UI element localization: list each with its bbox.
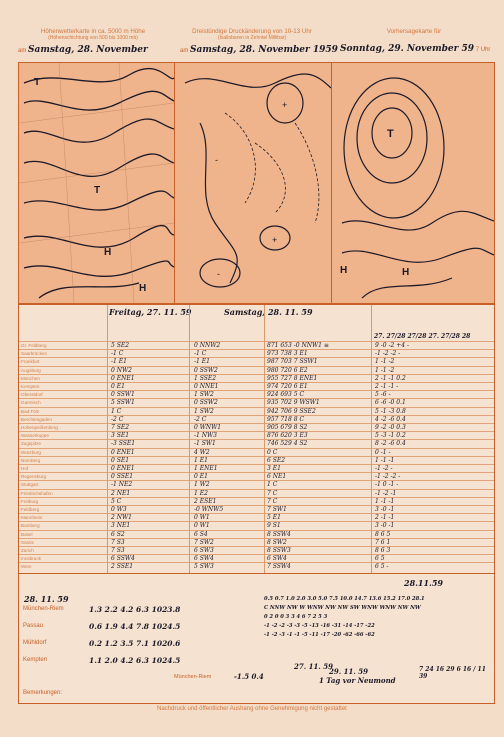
row-cell-sat: 1 ENE1	[194, 465, 218, 472]
row-station-label: Nürnberg	[21, 457, 41, 463]
row-cell-sat: 1 SSE2	[194, 374, 217, 382]
map3-label-h2: H	[402, 267, 410, 278]
row-cell-forecast: 1 -1 -1	[375, 497, 395, 505]
row-cell-obs: 987 703 7 SSW1	[267, 358, 318, 366]
row-station-label: Bamberg	[21, 523, 40, 529]
row-station-label: Feldberg	[21, 507, 40, 512]
row-cell-forecast: 6 -6 -0 0.1	[375, 399, 406, 407]
row-cell-obs: 6 SW4	[267, 555, 287, 563]
bottom-row-label: München-Riem	[23, 606, 64, 612]
row-cell-obs: 935 702 9 WSW1	[267, 399, 320, 407]
row-cell-obs: 8 SSW4	[267, 530, 291, 538]
row-station-label: Augsburg	[21, 367, 41, 373]
row-cell-sat: 1 SW2	[194, 407, 214, 415]
row-cell-fri: -1 E1	[111, 358, 127, 366]
row-cell-sat: -0 WNW5	[194, 506, 224, 513]
row-cell-forecast: 8 6 3	[375, 547, 391, 554]
forecast-columns: 27. 27/28 27/28 27. 27/28 28	[374, 333, 471, 340]
row-cell-fri: 2 NE1	[111, 489, 131, 497]
row-station-label: Oberstdorf	[21, 392, 43, 398]
row-cell-obs: 8 SW2	[267, 538, 287, 546]
row-station-label: Zugspitze	[21, 441, 41, 447]
row-cell-forecast: 5 -1 -3 0.8	[375, 407, 406, 415]
row-cell-sat: 0 E1	[194, 473, 208, 481]
map3-label-h1: H	[340, 265, 348, 276]
row-cell-obs: 871 653 -0 NNW1 ≡	[267, 342, 329, 349]
row-cell-forecast: -1 -2 -1	[375, 489, 397, 497]
moon-text: 1 Tag vor Neumond	[319, 676, 396, 685]
row-cell-forecast: 6 5 -	[375, 563, 389, 571]
row-cell-sat: -2 C	[194, 415, 207, 423]
row-cell-forecast: 3 -0 -1	[375, 506, 395, 513]
bottom-row-values: 1.3 2.2 4.2 6.3 1023.8	[89, 605, 181, 614]
row-station-label: Zürich	[21, 548, 34, 553]
row-cell-sat: 2 ESE1	[194, 497, 217, 505]
map1-label-t2: T	[94, 185, 101, 196]
row-cell-forecast: -1 -2 -	[375, 465, 393, 472]
row-cell-fri: 0 SE1	[111, 456, 130, 464]
munich-date: 27. 11. 59	[294, 662, 333, 671]
row-cell-sat: 0 W1	[194, 514, 210, 522]
map2-label-plus2: +	[272, 235, 278, 245]
row-cell-obs: 980 720 6 E2	[267, 366, 308, 374]
row-cell-obs: 6 NE1	[267, 473, 287, 481]
row-cell-obs: 876 620 3 E3	[267, 432, 308, 440]
wind-profile-row: 0.5 0.7 1.0 2.0 3.0 5.0 7.5 10.0 14.7 13.6 15.2 17.0 28.1	[264, 596, 425, 602]
row-cell-fri: 5 SSW1	[111, 399, 135, 407]
row-cell-sat: 6 SW3	[194, 547, 214, 554]
row-cell-forecast: 2 -1 -1	[375, 514, 395, 522]
row-cell-forecast: 6 5	[375, 555, 385, 563]
map3-contours	[332, 63, 494, 303]
wind-profile-row: C NNW NW W WNW NW NW SW WNW WNW NW NW	[264, 605, 421, 611]
bottom-row-label: Kempten	[23, 657, 48, 663]
row-cell-sat: -1 SW1	[194, 440, 216, 448]
row-cell-forecast: 5 -6 -	[375, 391, 391, 399]
row-cell-forecast: 1 -1 -2	[375, 366, 395, 374]
row-cell-forecast: 0 -1 -	[375, 448, 391, 456]
row-cell-obs: 1 C	[267, 481, 278, 489]
row-cell-fri: 0 ENE1	[111, 374, 135, 382]
row-cell-fri: 0 E1	[111, 383, 125, 390]
row-cell-sat: 7 SW2	[194, 538, 214, 546]
observation-table	[18, 304, 495, 704]
left-date: Freitag, 27. 11. 59	[109, 307, 192, 317]
row-cell-forecast: 3 -0 -1	[375, 522, 395, 530]
map2-label-minus1: -	[215, 155, 218, 165]
row-station-label: Kempten	[21, 384, 40, 389]
row-cell-forecast: 8 6 5	[375, 530, 391, 538]
row-cell-fri: 6 SSW4	[111, 555, 135, 563]
table-row	[19, 562, 494, 571]
row-cell-fri: 0 SSW1	[111, 391, 135, 399]
row-cell-obs: 957 718 8 C	[267, 415, 305, 423]
row-cell-sat: 1 W2	[194, 481, 210, 489]
row-cell-fri: 7 SE2	[111, 424, 130, 431]
map-height-chart	[18, 62, 175, 304]
row-cell-fri: 3 SE1	[111, 432, 130, 440]
row-cell-obs: 8 SSW3	[267, 547, 291, 554]
map1-title: Höhenwetterkarte in ca. 5000 m Höhe	[40, 28, 146, 35]
row-station-label: Freiburg	[21, 498, 39, 504]
map3-title: Vorhersagekarte für	[386, 28, 442, 35]
row-station-label: Gr. Feldberg	[21, 343, 47, 348]
row-cell-forecast: 1 -1 -2	[375, 358, 395, 366]
am-label: am	[18, 48, 27, 54]
bottom-row-values: 0.6 1.9 4.4 7.8 1024.5	[89, 622, 181, 631]
row-cell-obs: 924 693 5 C	[267, 391, 305, 399]
row-cell-obs: 942 706 9 SSE2	[267, 407, 316, 415]
row-station-label: Basel	[21, 531, 33, 537]
row-cell-obs: 973 738 3 E1	[267, 350, 308, 358]
row-station-label: Hohenpeißenberg	[21, 425, 58, 430]
row-cell-fri: 7 S3	[111, 538, 125, 546]
map1-label-t1: T	[34, 77, 41, 88]
row-cell-fri: 0 ENE1	[111, 465, 135, 472]
row-cell-obs: 9 S1	[267, 522, 281, 530]
map1-contours	[19, 63, 174, 303]
row-cell-obs: 7 SSW4	[267, 563, 291, 571]
row-station-label: Berchtesgaden	[21, 416, 52, 422]
map2-title: Dreistündige Druckänderung von 10-13 Uhr	[192, 28, 312, 35]
map1-date: Samstag, 28. November	[28, 45, 148, 55]
map2-label-plus1: +	[282, 100, 288, 110]
row-cell-forecast: -1 -2 -2 -	[375, 473, 401, 481]
row-cell-fri: 3 NE1	[111, 522, 131, 530]
am-label-2: am	[180, 48, 189, 54]
row-cell-fri: 0 ENE1	[111, 448, 135, 456]
row-cell-fri: -2 C	[111, 415, 124, 423]
row-cell-forecast: 2 -1 -1 -	[375, 383, 399, 390]
row-cell-fri: 0 SSE1	[111, 473, 134, 481]
map-forecast	[331, 62, 495, 304]
row-station-label: Innsbruck	[21, 556, 41, 562]
row-cell-forecast: -1 0 -1 -	[375, 481, 399, 489]
row-cell-sat: 6 S4	[194, 530, 208, 538]
row-cell-obs: 0 C	[267, 448, 278, 456]
row-station-label: Hof	[21, 466, 29, 471]
row-cell-obs: 7 SW1	[267, 506, 287, 513]
map3-label-t: T	[387, 128, 394, 140]
row-cell-obs: 746 529 4 S2	[267, 440, 308, 448]
row-station-label: Bad Tölz	[21, 408, 40, 414]
row-cell-fri: -1 C	[111, 350, 124, 358]
row-cell-forecast: -1 -2 -2 -	[375, 350, 401, 358]
row-station-label: Würzburg	[21, 449, 41, 455]
row-cell-forecast: 9 -0 -2 +4 -	[375, 342, 410, 349]
map3-date: Sonntag, 29. November 59	[340, 44, 475, 54]
row-cell-fri: 5 C	[111, 497, 122, 505]
row-cell-sat: 0 SSW2	[194, 366, 218, 374]
row-cell-obs: 974 720 6 E1	[267, 383, 308, 390]
row-cell-fri: 6 S2	[111, 530, 125, 538]
row-cell-sat: -1 C	[194, 350, 207, 358]
row-cell-fri: 0 NW2	[111, 366, 132, 374]
row-cell-sat: 0 W1	[194, 522, 210, 530]
row-cell-sat: 1 SW2	[194, 391, 214, 399]
footer-note: Nachdruck und öffentlicher Aushang ohne Genehmigung nicht gestattet	[157, 706, 347, 712]
bottom-date: 28. 11. 59	[24, 594, 69, 604]
row-cell-forecast: 1 -1 -1	[375, 456, 395, 464]
row-station-label: Wasserkuppe	[21, 433, 49, 439]
row-cell-fri: -1 NE2	[111, 481, 133, 489]
map2-label-minus2: -	[217, 269, 220, 279]
row-cell-forecast: 4 -2 -6 0.4	[375, 415, 406, 423]
row-cell-obs: 7 C	[267, 489, 278, 497]
row-station-label: Stuttgart	[21, 482, 39, 488]
row-cell-sat: 6 SW4	[194, 555, 214, 563]
row-cell-sat: 1 E2	[194, 489, 208, 497]
row-cell-sat: -1 E1	[194, 358, 210, 366]
row-station-label: Frankfurt	[21, 359, 40, 365]
moon-date: 29. 11. 59	[329, 667, 368, 676]
row-cell-forecast: 2 -1 -1 0.2	[375, 374, 406, 382]
row-cell-sat: 0 SSW2	[194, 399, 218, 407]
map2-date: Samstag, 28. November 1959	[190, 45, 338, 55]
row-station-label: Säntis	[21, 539, 34, 545]
row-cell-fri: 5 SE2	[111, 342, 130, 349]
row-station-label: Mannheim	[21, 515, 43, 521]
munich-value: -1.5 0.4	[234, 672, 264, 681]
row-cell-fri: 2 SSE1	[111, 563, 134, 571]
map3-time: 7 Uhr	[475, 47, 491, 53]
wind-profile-row: 0 2 0 0 3 3 4 6 7 2 5 3	[264, 614, 328, 620]
row-station-label: Saarbrücken	[21, 351, 48, 357]
right-bottom-date: 28.11.59	[404, 578, 443, 588]
row-cell-obs: 7 C	[267, 497, 278, 505]
map-pressure-change	[174, 62, 332, 304]
row-cell-sat: -1 NW3	[194, 432, 217, 440]
map1-subtitle: (Höhenschichtung von 500 bis 1000 mb)	[48, 35, 138, 41]
row-cell-obs: 5 E1	[267, 514, 281, 522]
bottom-row-label: Mühldorf	[23, 640, 47, 646]
row-cell-forecast: 8 -2 -6 0.4	[375, 440, 406, 448]
row-cell-forecast: 7 6 1	[375, 538, 391, 546]
row-cell-obs: 905 679 8 S2	[267, 424, 308, 431]
row-cell-obs: 3 E1	[267, 465, 281, 472]
remarks-label: Bemerkungen:	[23, 690, 63, 696]
row-cell-sat: 0 NNW2	[194, 342, 221, 349]
row-cell-sat: 0 NNE1	[194, 383, 219, 390]
sun-times: 7 24 16 29 6 16 / 11 39	[419, 666, 486, 680]
row-cell-fri: 1 C	[111, 407, 122, 415]
map1-label-h2: H	[139, 283, 147, 294]
row-cell-sat: 4 W2	[194, 448, 210, 456]
bottom-row-values: 1.1 2.0 4.2 6.3 1024.5	[89, 656, 181, 665]
row-cell-fri: 0 W3	[111, 506, 127, 513]
row-cell-fri: 7 S3	[111, 547, 125, 554]
row-cell-obs: 6 SE2	[267, 456, 286, 464]
munich-label: München-Riem	[174, 674, 212, 680]
row-cell-obs: 955 727 8 ENE1	[267, 374, 318, 382]
row-station-label: Regensburg	[21, 474, 47, 480]
row-station-label: Garmisch	[21, 400, 41, 406]
row-station-label: Wien	[21, 564, 32, 570]
wind-profile-row: -1 -2 -2 -3 -3 -5 -13 -16 -31 -14 -17 -22	[264, 623, 375, 629]
map1-label-h1: H	[104, 247, 112, 258]
row-cell-fri: 2 NW1	[111, 514, 132, 522]
row-cell-sat: 0 WNW1	[194, 424, 222, 431]
bottom-row-label: Passau	[23, 623, 44, 629]
map2-subtitle: (Isallobaren in Zehntel Millibar)	[217, 35, 287, 41]
row-cell-sat: 1 E1	[194, 456, 208, 464]
row-cell-forecast: 9 -2 -0 0.3	[375, 424, 406, 431]
right-date: Samstag, 28. 11. 59	[224, 307, 313, 317]
bottom-row-values: 0.2 1.2 3.5 7.1 1020.6	[89, 639, 181, 648]
row-station-label: München	[21, 375, 40, 381]
row-cell-fri: -3 SSE1	[111, 440, 136, 448]
map2-contours	[175, 63, 331, 303]
row-station-label: Friedrichshafen	[21, 490, 53, 496]
row-cell-sat: 5 SW3	[194, 563, 214, 571]
wind-profile-row: -1 -2 -3 -1 -1 -5 -11 -17 -20 -62 -66 -62	[264, 632, 375, 638]
row-cell-forecast: 5 -3 -1 0.2	[375, 432, 406, 440]
